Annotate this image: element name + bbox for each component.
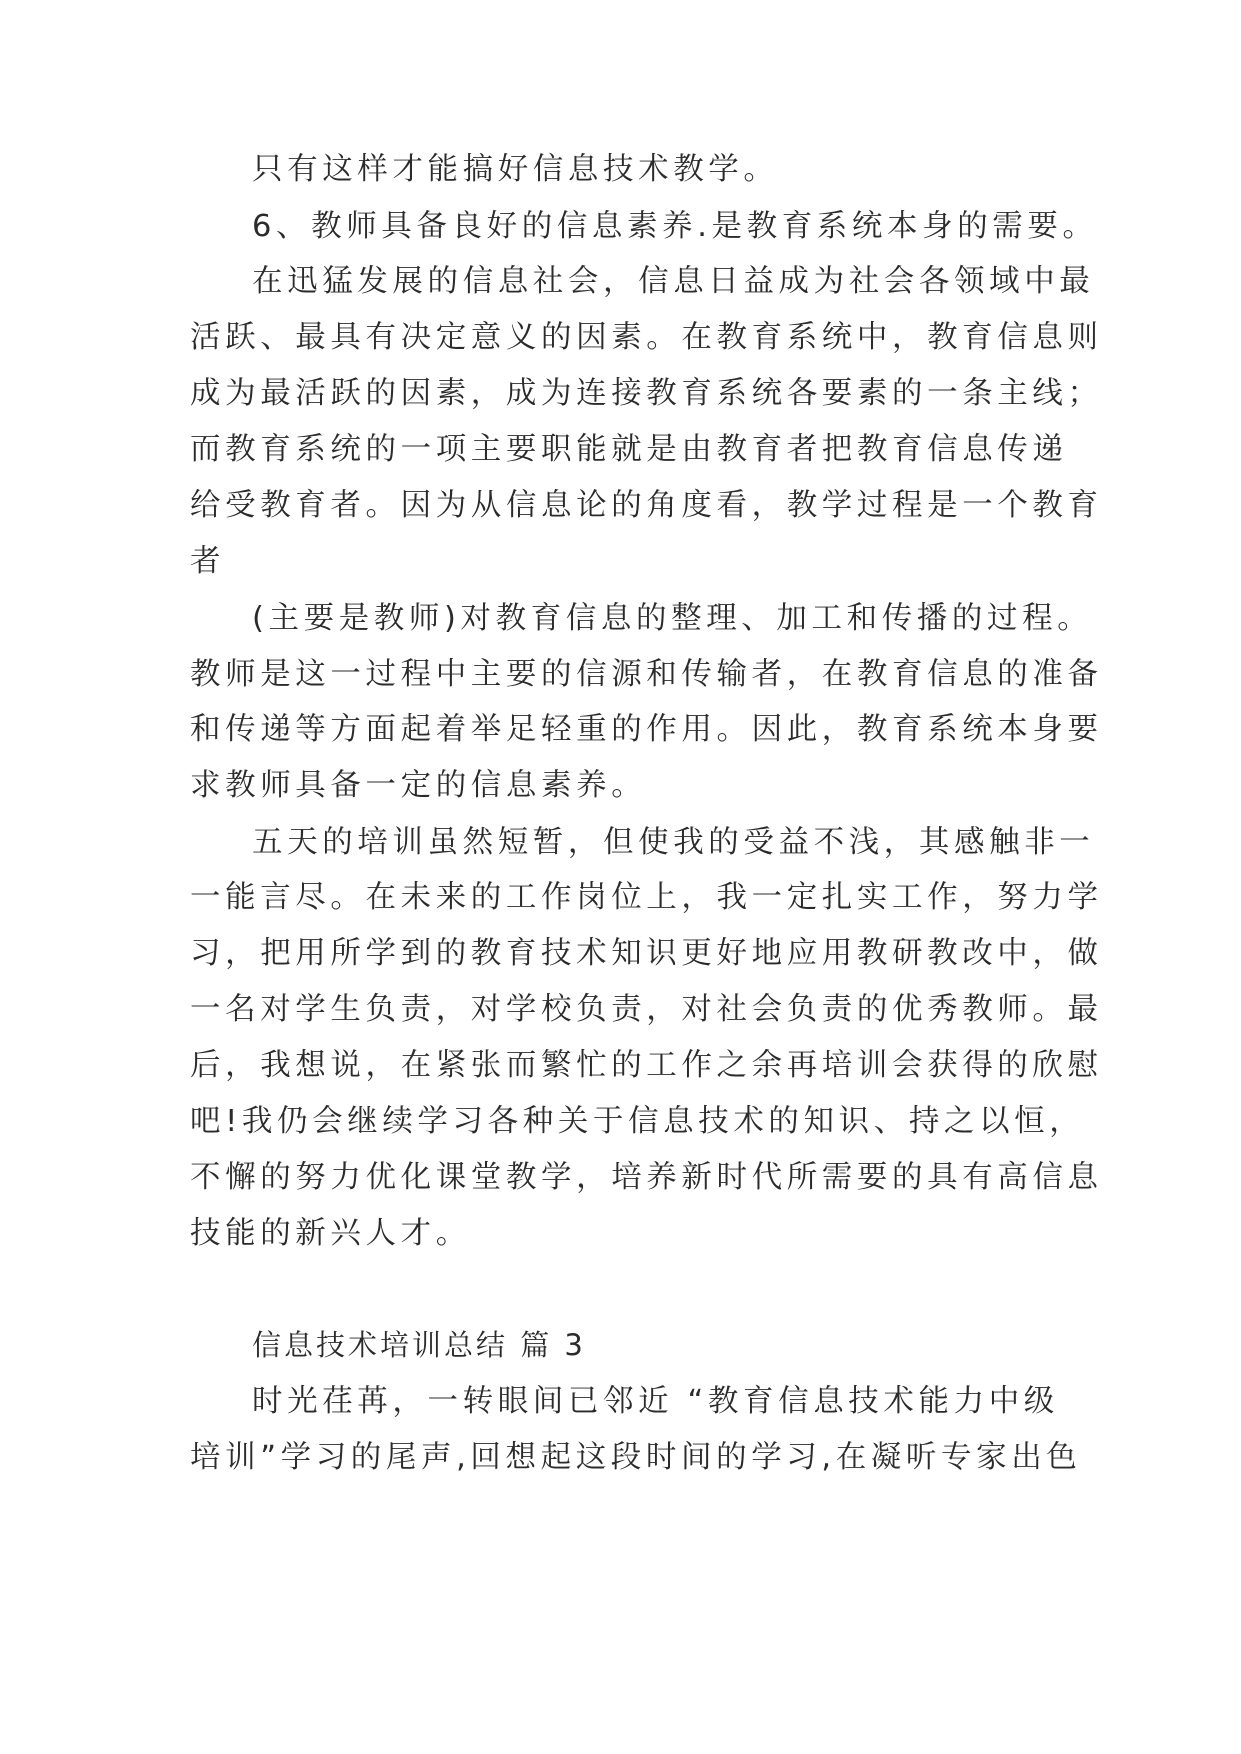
text-line: 教师是这一过程中主要的信源和传输者，在教育信息的准备 — [190, 657, 1103, 692]
text-line: 一名对学生负责，对学校负责，对社会负责的优秀教师。最 — [190, 992, 1103, 1027]
text-line: 活跃、最具有决定意义的因素。在教育系统中，教育信息则 — [190, 320, 1103, 355]
text-line: 求教师具备一定的信息素养。 — [190, 768, 647, 803]
text-line: 习，把用所学到的教育技术知识更好地应用教研教改中，做 — [190, 936, 1103, 971]
text-line: 成为最活跃的因素，成为连接教育系统各要素的一条主线； — [190, 376, 1103, 411]
text-line: 而教育系统的一项主要职能就是由教育者把教育信息传递 — [190, 432, 1068, 467]
text-line: 培训”学习的尾声,回想起这段时间的学习,在凝听专家出色 — [190, 1440, 1082, 1475]
text-line: 一能言尽。在未来的工作岗位上，我一定扎实工作，努力学 — [190, 880, 1103, 915]
text-line: 给受教育者。因为从信息论的角度看，教学过程是一个教育 — [190, 488, 1103, 523]
text-line: 只有这样才能搞好信息技术教学。 — [252, 152, 779, 187]
text-line: 吧!我仍会继续学习各种关于信息技术的知识、持之以恒， — [190, 1104, 1085, 1139]
text-line: 在迅猛发展的信息社会，信息日益成为社会各领域中最 — [252, 264, 1095, 299]
text-line: 不懈的努力优化课堂教学，培养新时代所需要的具有高信息 — [190, 1160, 1103, 1195]
text-line: 技能的新兴人才。 — [190, 1216, 471, 1251]
section-heading: 信息技术培训总结 篇 3 — [252, 1328, 586, 1362]
text-line: 后，我想说，在紧张而繁忙的工作之余再培训会获得的欣慰 — [190, 1048, 1103, 1083]
text-line: (主要是教师)对教育信息的整理、加工和传播的过程。 — [252, 601, 1093, 636]
text-line: 五天的培训虽然短暂，但使我的受益不浅，其感触非一 — [252, 825, 1095, 860]
text-line: 和传递等方面起着举足轻重的作用。因此，教育系统本身要 — [190, 712, 1103, 747]
text-line: 时光荏苒，一转眼间已邻近 “教育信息技术能力中级 — [252, 1384, 1059, 1419]
text-line: 者 — [190, 544, 226, 579]
text-line: 6、教师具备良好的信息素养.是教育系统本身的需要。 — [252, 209, 1098, 244]
